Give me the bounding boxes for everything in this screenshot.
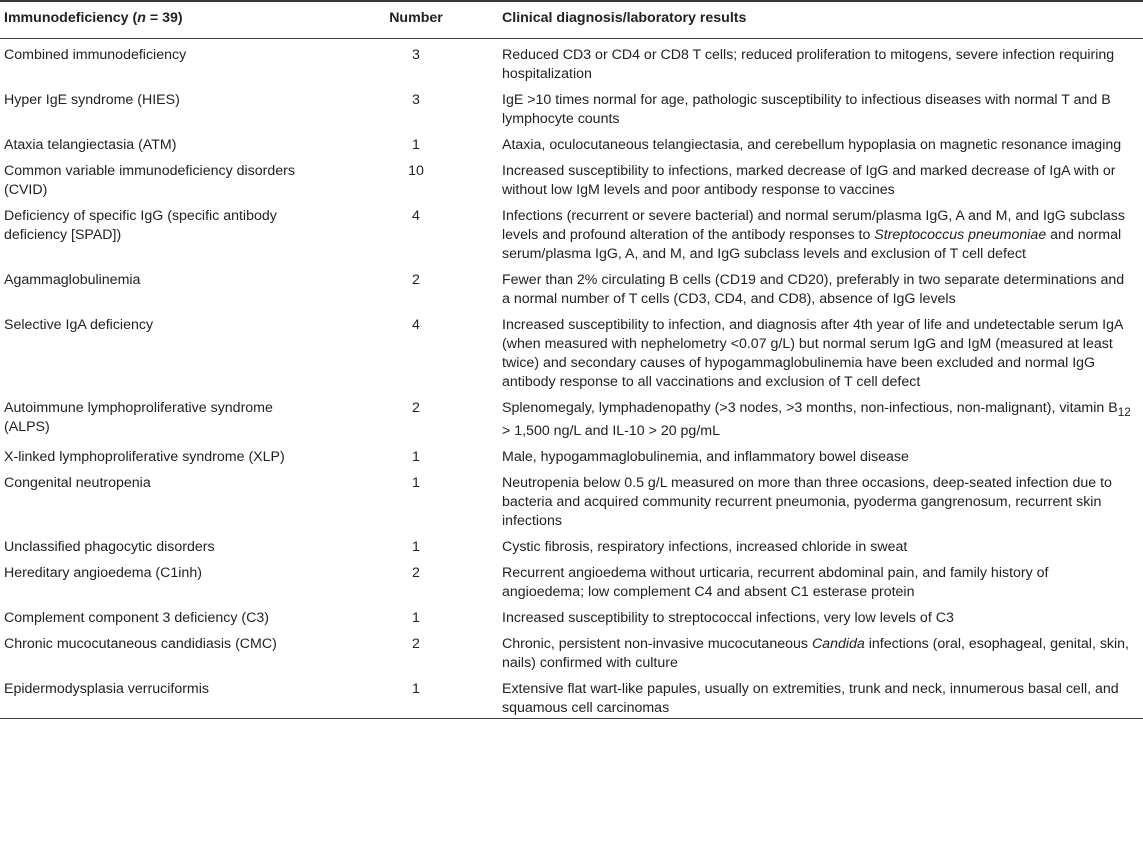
table-row: [0, 129, 1143, 155]
header-immunodeficiency-prefix: Immunodeficiency (: [4, 10, 138, 26]
cell-clinical-diagnosis: [502, 557, 1143, 602]
cell-number: 1: [412, 137, 420, 153]
table-header: [0, 1, 1143, 39]
cell-number: 4: [412, 317, 420, 333]
subscript-text: 12: [1117, 404, 1131, 419]
header-number: Number: [330, 1, 502, 39]
cell-clinical-diagnosis: [502, 392, 1143, 441]
table-row: [0, 200, 1143, 264]
table-row: [0, 441, 1143, 467]
description-text: Cystic fibrosis, respiratory infections, increased chloride in sweat: [502, 538, 908, 555]
cell-clinical-diagnosis: [502, 441, 1143, 467]
cell-number: 1: [412, 538, 420, 555]
cell-clinical-diagnosis: [502, 129, 1143, 155]
description-text: Infections (recurrent or severe bacterial) and normal serum/plasma IgG, A and M, and IgG subclass levels and profound alteration of the antibody responses to: [502, 208, 1125, 243]
description-text: Fewer than 2% circulating B cells (CD19 and CD20), preferably in two separate determinations and a normal number of T cells (CD3, CD4, and CD8), absence of IgG levels: [502, 272, 1125, 307]
table-row: [0, 39, 1143, 85]
cell-clinical-diagnosis: [502, 531, 1143, 557]
cell-immunodeficiency: Common variable immunodeficiency disorders (CVID): [4, 163, 295, 198]
cell-clinical-diagnosis: [502, 467, 1143, 531]
description-text: Increased susceptibility to streptococcal infections, very low levels of C3: [502, 609, 954, 626]
description-text: Recurrent angioedema without urticaria, recurrent abdominal pain, and family history of angioedema; low complement C4 and absent C1 esterase protein: [502, 564, 1049, 600]
table-row: [0, 264, 1143, 309]
cell-immunodeficiency: Deficiency of specific IgG (specific antibody deficiency [SPAD]): [4, 208, 277, 243]
description-text: infections (oral, esophageal, genital, skin, nails) confirmed with culture: [502, 635, 1129, 671]
header-clinical-diagnosis: Clinical diagnosis/laboratory results: [502, 1, 1143, 39]
description-text: and normal serum/plasma IgG, A, and M, and IgG subclass levels and exclusion of T cell defect: [502, 227, 1122, 262]
table-row: [0, 531, 1143, 557]
cell-clinical-diagnosis: [502, 309, 1143, 392]
cell-immunodeficiency: Chronic mucocutaneous candidiasis (CMC): [4, 635, 277, 652]
cell-immunodeficiency: Unclassified phagocytic disorders: [4, 538, 215, 555]
cell-immunodeficiency: Autoimmune lymphoproliferative syndrome (ALPS): [4, 400, 273, 435]
cell-clinical-diagnosis: [502, 673, 1143, 719]
cell-number: 1: [412, 448, 420, 465]
description-text: > 1,500 ng/L and IL-10 > 20 pg/mL: [502, 422, 720, 439]
cell-immunodeficiency: Ataxia telangiectasia (ATM): [4, 137, 177, 153]
description-text: Neutropenia below 0.5 g/L measured on more than three occasions, deep-seated infection due to bacteria and acquired community recurrent pneumonia, pyoderma gangrenosum, recurrent skin infections: [502, 474, 1112, 529]
header-immunodeficiency: [0, 1, 330, 39]
cell-number: 10: [408, 163, 424, 179]
cell-number: 3: [412, 47, 420, 63]
header-row: [0, 1, 1143, 39]
italic-text: Streptococcus pneumoniae: [874, 227, 1047, 243]
cell-immunodeficiency: Hyper IgE syndrome (HIES): [4, 92, 180, 108]
cell-clinical-diagnosis: [502, 628, 1143, 673]
cell-immunodeficiency: Complement component 3 deficiency (C3): [4, 609, 269, 626]
description-text: Chronic, persistent non-invasive mucocutaneous: [502, 635, 812, 652]
table-row: [0, 673, 1143, 719]
table-row: [0, 467, 1143, 531]
cell-immunodeficiency: Agammaglobulinemia: [4, 272, 141, 288]
cell-clinical-diagnosis: [502, 84, 1143, 129]
cell-number: 2: [412, 564, 420, 581]
table-row: [0, 602, 1143, 628]
cell-clinical-diagnosis: [502, 200, 1143, 264]
table-body: [0, 39, 1143, 719]
cell-clinical-diagnosis: [502, 264, 1143, 309]
table-row: [0, 155, 1143, 200]
cell-number: 1: [412, 474, 420, 491]
cell-number: 1: [412, 609, 420, 626]
description-text: Increased susceptibility to infection, and diagnosis after 4th year of life and undetectable serum IgA (when measured with nephelometry <0.07 g/L) but normal serum IgG and IgM (measured at least twice) and secondary causes of hypogammaglobulinemia have been excluded and normal IgG antibody response to all vaccinations and exclusion of T cell defect: [502, 317, 1123, 390]
cell-number: 2: [412, 400, 420, 416]
cell-number: 4: [412, 208, 420, 224]
cell-clinical-diagnosis: [502, 602, 1143, 628]
table-row: [0, 309, 1143, 392]
table-row: [0, 628, 1143, 673]
description-text: Extensive flat wart-like papules, usually on extremities, trunk and neck, innumerous basal cell, and squamous cell carcinomas: [502, 680, 1119, 716]
description-text: Ataxia, oculocutaneous telangiectasia, and cerebellum hypoplasia on magnetic resonance imaging: [502, 137, 1122, 153]
description-text: Reduced CD3 or CD4 or CD8 T cells; reduced proliferation to mitogens, severe infection requiring hospitalization: [502, 47, 1115, 82]
description-text: Increased susceptibility to infections, marked decrease of IgG and marked decrease of IgA with or without low IgM levels and poor antibody response to vaccines: [502, 163, 1116, 198]
italic-text: Candida: [811, 635, 865, 652]
table-row: [0, 392, 1143, 441]
cell-immunodeficiency: Combined immunodeficiency: [4, 47, 187, 63]
cell-immunodeficiency: Selective IgA deficiency: [4, 317, 154, 333]
header-immunodeficiency-suffix: = 39): [145, 10, 183, 26]
description-text: Male, hypogammaglobulinemia, and inflammatory bowel disease: [502, 448, 909, 465]
cell-number: 2: [412, 635, 420, 652]
cell-immunodeficiency: X-linked lymphoproliferative syndrome (XLP): [4, 448, 285, 465]
cell-number: 3: [412, 92, 420, 108]
description-text: Splenomegaly, lymphadenopathy (>3 nodes, >3 months, non-infectious, non-malignant), vitamin B: [502, 400, 1118, 416]
table-row: [0, 557, 1143, 602]
description-text: IgE >10 times normal for age, pathologic susceptibility to infectious diseases with normal T and B lymphocyte counts: [502, 92, 1111, 127]
cell-immunodeficiency: Congenital neutropenia: [4, 474, 151, 491]
header-n-variable: n: [137, 10, 146, 26]
cell-clinical-diagnosis: [502, 155, 1143, 200]
cell-number: 1: [412, 680, 420, 697]
cell-immunodeficiency: Epidermodysplasia verruciformis: [4, 680, 209, 697]
cell-clinical-diagnosis: [502, 39, 1143, 85]
cell-number: 2: [412, 272, 420, 288]
cell-immunodeficiency: Hereditary angioedema (C1inh): [4, 564, 202, 581]
table-row: [0, 84, 1143, 129]
